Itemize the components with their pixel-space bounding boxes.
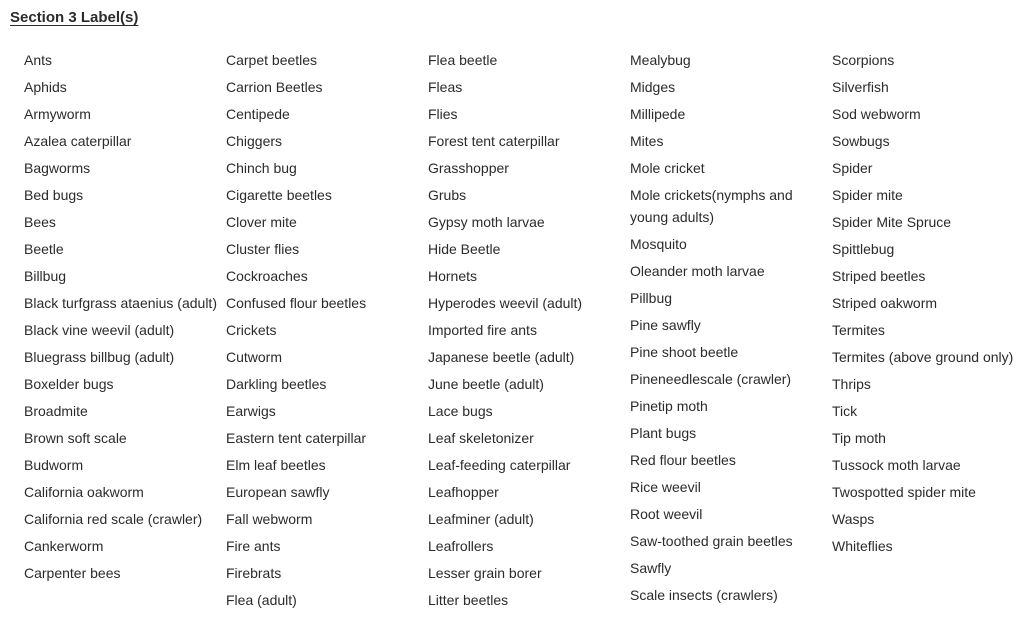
pest-label-item: Tick	[832, 403, 858, 419]
pest-label-item: Ants	[24, 52, 53, 68]
pest-label-item: Bluegrass billbug (adult)	[24, 349, 175, 365]
pest-label-item: Leafrollers	[428, 538, 494, 554]
pest-label-item: Tip moth	[832, 430, 886, 446]
pest-label-item: Flea (adult)	[226, 592, 297, 608]
pest-label-item: Crickets	[226, 322, 277, 338]
pest-label-item: Scorpions	[832, 52, 895, 68]
pest-label-item: California oakworm	[24, 484, 144, 500]
pest-label-item: Whiteflies	[832, 538, 893, 554]
pest-label-item: Pillbug	[630, 290, 673, 306]
pest-label-item: Budworm	[24, 457, 84, 473]
pest-label-item: California red scale (crawler)	[24, 511, 203, 527]
pest-label-item: Mole crickets(nymphs and young adults)	[630, 187, 793, 225]
section-title: Section 3 Label(s)	[10, 9, 139, 26]
label-column-4	[630, 49, 810, 611]
pest-label-item: Wasps	[832, 511, 875, 527]
pest-label-item: Forest tent caterpillar	[428, 133, 560, 149]
pest-label-item: Leaf skeletonizer	[428, 430, 534, 446]
pest-label-item: Termites	[832, 322, 885, 338]
pest-label-item: Bees	[24, 214, 56, 230]
pest-label-item: Flies	[428, 106, 458, 122]
pest-label-item: June beetle (adult)	[428, 376, 544, 392]
pest-label-item: Elm leaf beetles	[226, 457, 326, 473]
pest-label-item: Spittlebug	[832, 241, 895, 257]
pest-label-item: Mealybug	[630, 52, 691, 68]
pest-label-item: Litter beetles	[428, 592, 509, 608]
pest-label-item: Bed bugs	[24, 187, 84, 203]
pest-label-item: Carrion Beetles	[226, 79, 323, 95]
pest-label-item: Lesser grain borer	[428, 565, 542, 581]
pest-label-item: Grasshopper	[428, 160, 509, 176]
pest-label-item: Grubs	[428, 187, 467, 203]
pest-label-item: Leafminer (adult)	[428, 511, 534, 527]
pest-label-item: Mosquito	[630, 236, 687, 252]
pest-label-item: Hyperodes weevil (adult)	[428, 295, 583, 311]
pest-label-item: Black vine weevil (adult)	[24, 322, 175, 338]
label-column-5	[832, 49, 1022, 562]
pest-label-item: Oleander moth larvae	[630, 263, 765, 279]
pest-label-item: Termites (above ground only)	[832, 349, 1014, 365]
pest-label-item: Carpet beetles	[226, 52, 318, 68]
pest-label-item: Mites	[630, 133, 664, 149]
pest-label-item: Silverfish	[832, 79, 889, 95]
pest-label-item: European sawfly	[226, 484, 330, 500]
pest-label-item: Pine sawfly	[630, 317, 701, 333]
pest-label-item: Clover mite	[226, 214, 297, 230]
pest-label-item: Cluster flies	[226, 241, 300, 257]
pest-label-item: Imported fire ants	[428, 322, 537, 338]
pest-label-item: Pinetip moth	[630, 398, 708, 414]
pest-label-item: Rice weevil	[630, 479, 701, 495]
pest-label-item: Hornets	[428, 268, 478, 284]
label-column-2	[226, 49, 422, 616]
pest-label-item: Plant bugs	[630, 425, 697, 441]
pest-label-item: Twospotted spider mite	[832, 484, 976, 500]
pest-label-item: Billbug	[24, 268, 67, 284]
pest-label-item: Cigarette beetles	[226, 187, 332, 203]
pest-label-item: Earwigs	[226, 403, 276, 419]
pest-label-item: Bagworms	[24, 160, 91, 176]
pest-label-item: Scale insects (crawlers)	[630, 587, 778, 603]
pest-label-item: Brown soft scale	[24, 430, 127, 446]
label-column-3	[428, 49, 624, 616]
pest-label-item: Midges	[630, 79, 676, 95]
pest-label-item: Darkling beetles	[226, 376, 327, 392]
pest-label-item: Centipede	[226, 106, 290, 122]
pest-label-item: Firebrats	[226, 565, 282, 581]
pest-label-item: Root weevil	[630, 506, 703, 522]
pest-label-item: Leafhopper	[428, 484, 499, 500]
pest-label-item: Broadmite	[24, 403, 88, 419]
pest-label-item: Cockroaches	[226, 268, 308, 284]
label-columns	[0, 49, 1024, 622]
pest-label-item: Saw-toothed grain beetles	[630, 533, 793, 549]
pest-label-item: Flea beetle	[428, 52, 498, 68]
pest-label-item: Cankerworm	[24, 538, 104, 554]
pest-label-item: Armyworm	[24, 106, 91, 122]
pest-label-item: Sowbugs	[832, 133, 890, 149]
pest-label-item: Eastern tent caterpillar	[226, 430, 367, 446]
pest-label-item: Aphids	[24, 79, 67, 95]
pest-label-item: Fleas	[428, 79, 463, 95]
pest-label-item: Black turfgrass ataenius (adult)	[24, 295, 217, 311]
pest-label-item: Spider	[832, 160, 873, 176]
pest-label-item: Carpenter bees	[24, 565, 121, 581]
pest-label-item: Striped oakworm	[832, 295, 938, 311]
pest-label-item: Gypsy moth larvae	[428, 214, 545, 230]
pest-label-item: Spider Mite Spruce	[832, 214, 952, 230]
pest-label-item: Fire ants	[226, 538, 281, 554]
pest-label-item: Tussock moth larvae	[832, 457, 961, 473]
pest-label-item: Pine shoot beetle	[630, 344, 739, 360]
label-column-1	[24, 49, 220, 589]
pest-label-item: Mole cricket	[630, 160, 705, 176]
pest-label-item: Fall webworm	[226, 511, 313, 527]
pest-label-item: Hide Beetle	[428, 241, 501, 257]
pest-label-item: Beetle	[24, 241, 64, 257]
pest-label-item: Boxelder bugs	[24, 376, 114, 392]
pest-label-item: Confused flour beetles	[226, 295, 367, 311]
pest-label-item: Pineneedlescale (crawler)	[630, 371, 792, 387]
pest-label-item: Millipede	[630, 106, 686, 122]
pest-label-item: Azalea caterpillar	[24, 133, 132, 149]
pest-label-item: Leaf-feeding caterpillar	[428, 457, 571, 473]
pest-label-item: Japanese beetle (adult)	[428, 349, 575, 365]
pest-label-item: Spider mite	[832, 187, 903, 203]
pest-label-item: Cutworm	[226, 349, 283, 365]
pest-label-item: Red flour beetles	[630, 452, 736, 468]
pest-label-item: Sod webworm	[832, 106, 921, 122]
pest-label-item: Striped beetles	[832, 268, 926, 284]
pest-label-item: Chiggers	[226, 133, 283, 149]
pest-label-item: Sawfly	[630, 560, 672, 576]
pest-label-item: Thrips	[832, 376, 871, 392]
pest-label-item: Lace bugs	[428, 403, 493, 419]
pest-label-item: Chinch bug	[226, 160, 297, 176]
